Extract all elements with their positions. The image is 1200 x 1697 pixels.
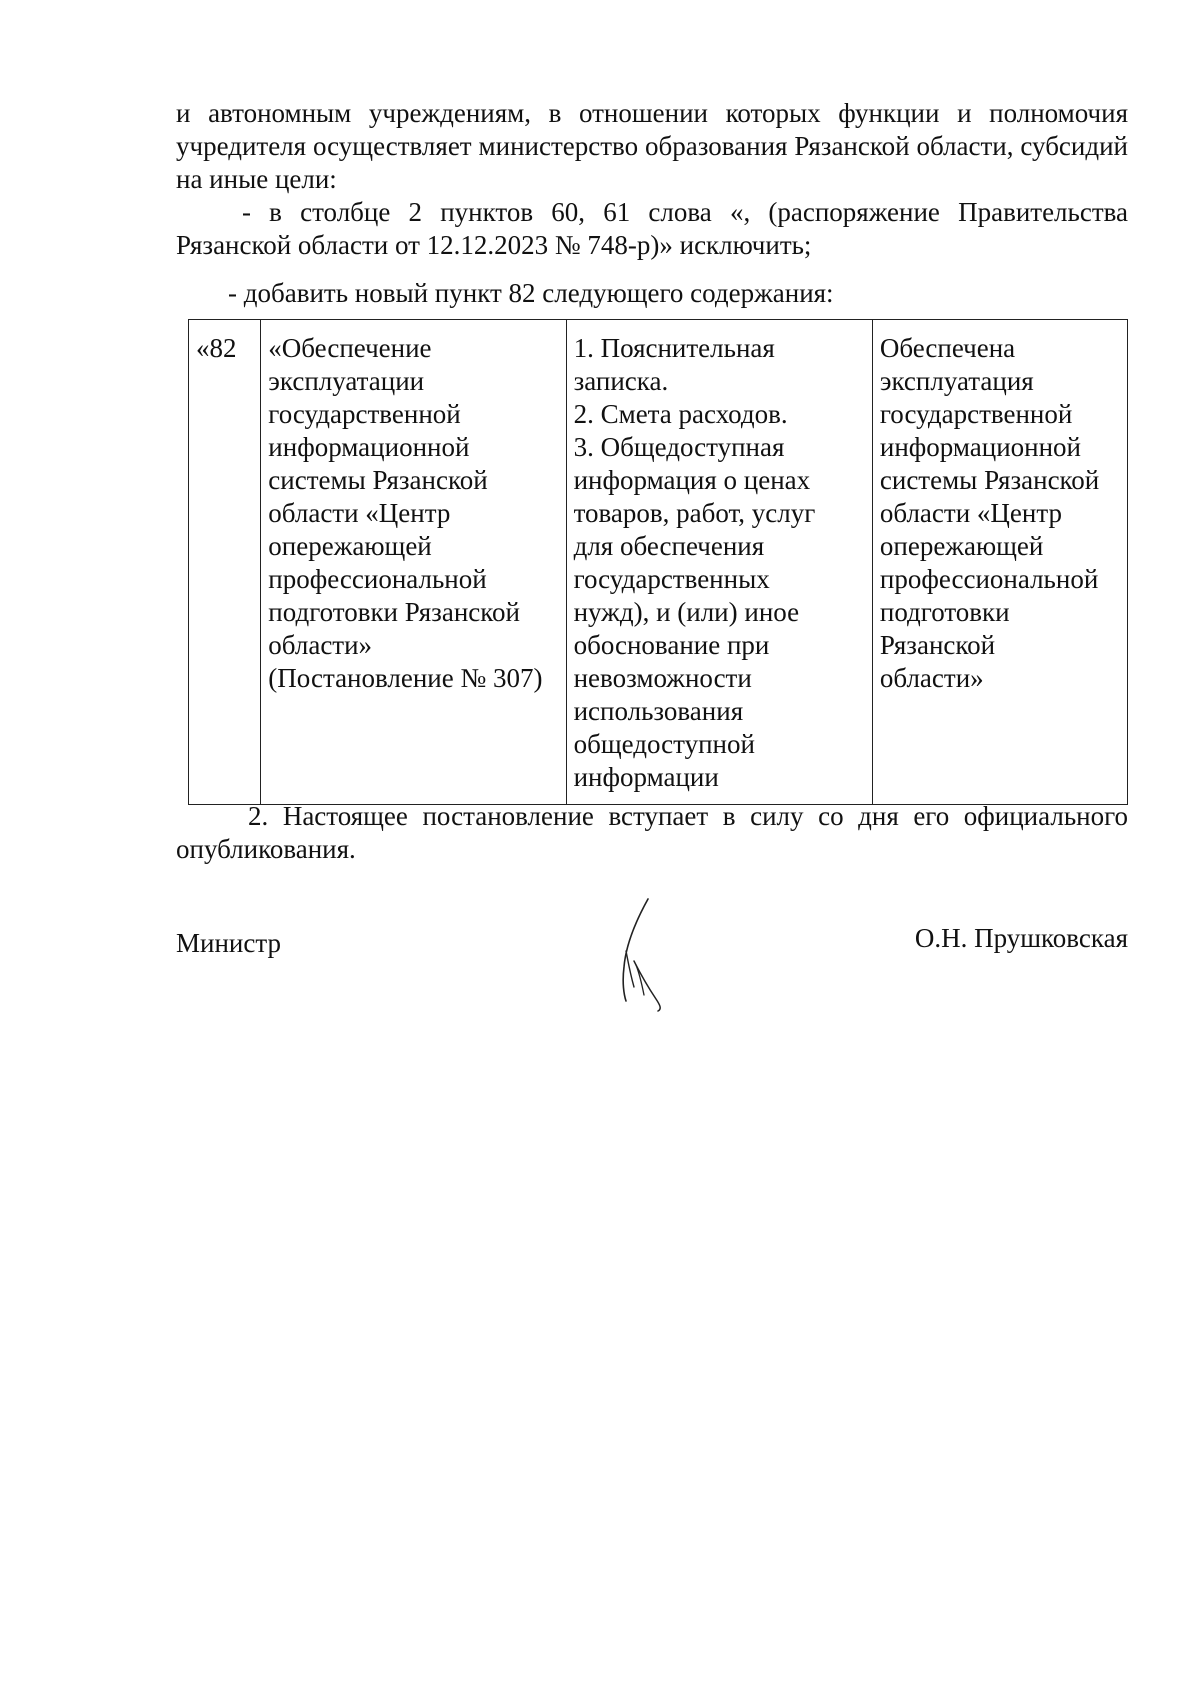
- exclude-paragraph: - в столбце 2 пунктов 60, 61 слова «, (распоряжение Правительства Рязанской области от 12.12.2023 № 748-р)» исключить;: [176, 197, 1128, 260]
- purpose-cell: [261, 320, 566, 805]
- purpose-line: информационной: [268, 432, 470, 462]
- documents-cell: [566, 320, 872, 805]
- purpose-line: «Обеспечение: [268, 333, 432, 363]
- result-line: эксплуатация: [879, 366, 1034, 396]
- purpose-line: области «Центр: [268, 498, 451, 528]
- documents-line: записка.: [573, 366, 669, 396]
- documents-line: товаров, работ, услуг: [573, 498, 816, 528]
- purpose-line: области»: [268, 630, 373, 660]
- documents-line: 2. Смета расходов.: [573, 399, 788, 429]
- result-line: государственной: [879, 399, 1073, 429]
- result-line: информационной: [879, 432, 1082, 462]
- result-line: подготовки: [879, 597, 1010, 627]
- purpose-line: подготовки Рязанской: [268, 597, 520, 627]
- signatory-name: О.Н. Прушковская: [914, 923, 1128, 953]
- result-line: профессиональной: [879, 564, 1099, 594]
- result-line: области»: [879, 663, 984, 693]
- purpose-line: системы Рязанской: [268, 465, 488, 495]
- documents-line: информации: [573, 762, 719, 792]
- item-number: «82: [196, 333, 237, 363]
- purpose-line: профессиональной: [268, 564, 487, 594]
- signatory-position: Министр: [176, 928, 281, 958]
- documents-line: 1. Пояснительная: [573, 333, 775, 363]
- table-row: [189, 320, 1128, 805]
- purpose-line: эксплуатации: [268, 366, 425, 396]
- result-line: области «Центр: [879, 498, 1062, 528]
- result-line: системы Рязанской: [879, 465, 1100, 495]
- documents-line: информация о ценах: [573, 465, 811, 495]
- add-item-paragraph: - добавить новый пункт 82 следующего содержания:: [228, 278, 834, 308]
- documents-line: использования: [573, 696, 744, 726]
- documents-line: государственных: [573, 564, 770, 594]
- documents-line: обоснование при: [573, 630, 770, 660]
- purpose-line: государственной: [268, 399, 461, 429]
- effect-paragraph: 2. Настоящее постановление вступает в силу со дня его официального опубликования.: [176, 801, 1128, 864]
- purpose-line: опережающей: [268, 531, 432, 561]
- result-line: Рязанской: [879, 630, 996, 660]
- documents-line: нужд), и (или) иное: [573, 597, 800, 627]
- result-cell: [872, 320, 1127, 805]
- inserted-item-table: [188, 319, 1128, 805]
- documents-line: 3. Общедоступная: [573, 432, 785, 462]
- documents-line: общедоступной: [573, 729, 755, 759]
- handwritten-signature: [618, 895, 678, 1015]
- result-line: опережающей: [879, 531, 1044, 561]
- result-line: Обеспечена: [879, 333, 1016, 363]
- documents-line: для обеспечения: [573, 531, 765, 561]
- purpose-line: (Постановление № 307): [268, 663, 543, 693]
- documents-line: невозможности: [573, 663, 752, 693]
- intro-paragraph: и автономным учреждениям, в отношении которых функции и полномочия учредителя осуществляет министерство образования Рязанской области, субсидий на иные цели:: [176, 98, 1128, 194]
- item-number-cell: [189, 320, 261, 805]
